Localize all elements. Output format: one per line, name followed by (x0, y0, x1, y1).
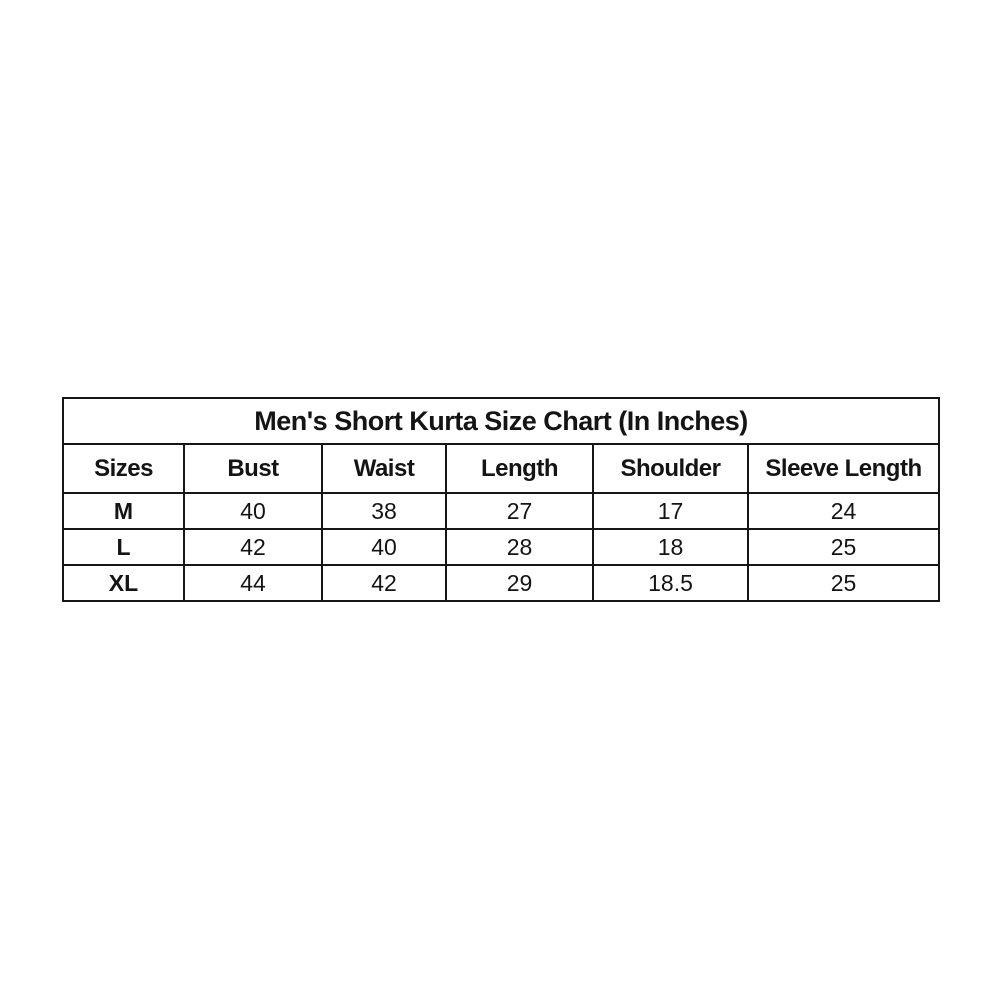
column-header-sizes: Sizes (63, 444, 184, 493)
measurement-cell: 18 (593, 529, 748, 565)
column-header-sleeve-length: Sleeve Length (748, 444, 939, 493)
measurement-cell: 42 (184, 529, 322, 565)
measurement-cell: 44 (184, 565, 322, 601)
table-row-l (63, 529, 939, 565)
measurement-cell: 42 (322, 565, 446, 601)
measurement-cell: 18.5 (593, 565, 748, 601)
table-row-m (63, 493, 939, 529)
measurement-cell: 25 (748, 565, 939, 601)
column-header-length: Length (446, 444, 593, 493)
measurement-cell: 40 (184, 493, 322, 529)
measurement-cell: 29 (446, 565, 593, 601)
table-title-row (63, 398, 939, 444)
size-chart-table (62, 397, 940, 602)
measurement-cell: 38 (322, 493, 446, 529)
size-cell: M (63, 493, 184, 529)
column-header-waist: Waist (322, 444, 446, 493)
size-cell: XL (63, 565, 184, 601)
measurement-cell: 40 (322, 529, 446, 565)
measurement-cell: 28 (446, 529, 593, 565)
measurement-cell: 27 (446, 493, 593, 529)
table-header-row (63, 444, 939, 493)
measurement-cell: 17 (593, 493, 748, 529)
size-chart-title: Men's Short Kurta Size Chart (In Inches) (63, 398, 939, 444)
measurement-cell: 24 (748, 493, 939, 529)
table-row-xl (63, 565, 939, 601)
size-cell: L (63, 529, 184, 565)
column-header-bust: Bust (184, 444, 322, 493)
measurement-cell: 25 (748, 529, 939, 565)
column-header-shoulder: Shoulder (593, 444, 748, 493)
